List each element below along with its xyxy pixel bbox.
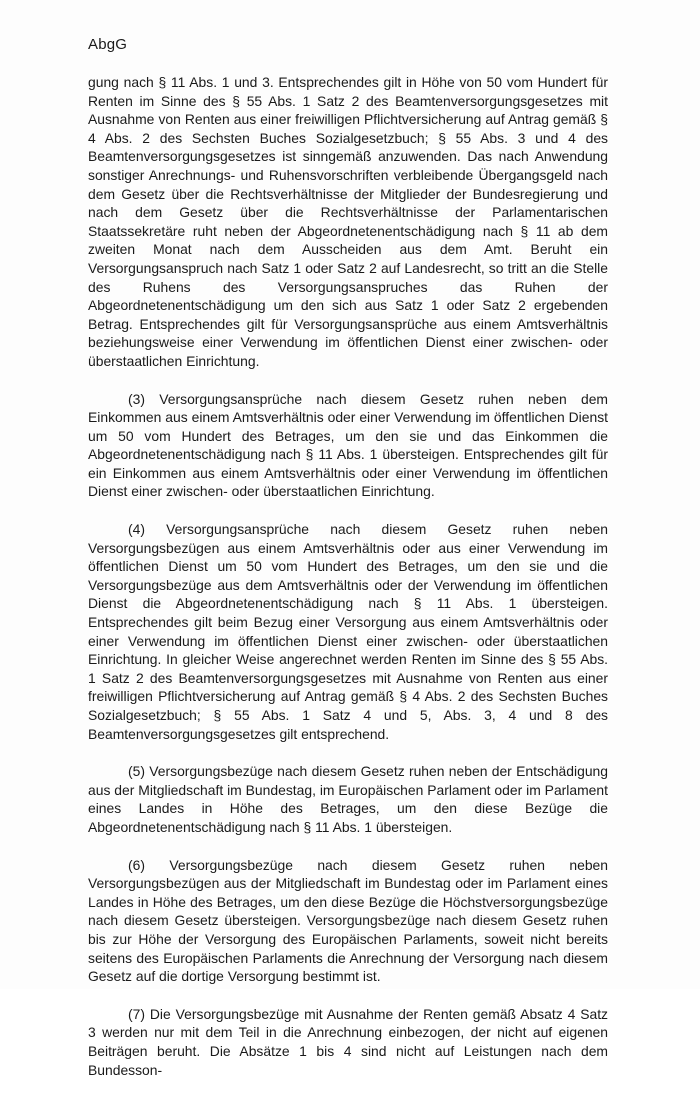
paragraph-5: (5) Versorgungsbezüge nach diesem Gesetz ruhen neben der Entschädigung aus der Mitgliedschaft im Bundestag, im Europäischen Parlament oder im Parlament eines Landes in Höhe des Betrages, um den diese Bezüge die Abgeordnetenentschädigung nach § 11 Abs. 1 übersteigen. (88, 763, 608, 835)
paragraph-6: (6) Versorgungsbezüge nach diesem Gesetz ruhen neben Versorgungsbezügen aus der Mitgliedschaft im Bundestag oder im Parlament eines Landes in Höhe des Betrages, um den diese Bezüge die Höchstversorgungsbezüge nach diesem Gesetz übersteigen. Versorgungsbezüge nach diesem Gesetz ruhen bis zur Höhe der Versorgung des Europäischen Parlaments, soweit nicht bereits seitens des Europäischen Parlaments die Anrechnung der Versorgung nach diesem Gesetz auf die dortige Versorgung bestimmt ist. (88, 856, 608, 985)
paragraph-4: (4) Versorgungsansprüche nach diesem Gesetz ruhen neben Versorgungsbezügen aus einem Amtsverhältnis oder aus einer Verwendung im öffentlichen Dienst um 50 vom Hundert des Betrages, um den sie und die Versorgungsbezüge aus dem Amtsverhältnis oder der Verwendung im öffentlichen Dienst die Abgeordnetenentschädigung nach § 11 Abs. 1 übersteigen. Entsprechendes gilt beim Bezug einer Versorgung aus einem Amtsverhältnis oder einer Verwendung im öffentlichen Dienst einer zwischen- oder überstaatlichen Einrichtung. In gleicher Weise angerechnet werden Renten im Sinne des § 55 Abs. 1 Satz 2 des Beamtenversorgungsgesetzes mit Ausnahme von Renten aus einer freiwilligen Pflichtversicherung auf Antrag gemäß § 4 Abs. 2 des Sechsten Buches Sozialgesetzbuch; § 55 Abs. 1 Satz 4 und 5, Abs. 3, 4 und 8 des Beamtenversorgungsgesetzes gilt entsprechend. (88, 521, 608, 742)
document-body (88, 73, 608, 1098)
paragraph-7: (7) Die Versorgungsbezüge mit Ausnahme der Renten gemäß Absatz 4 Satz 3 werden nur mit dem Teil in die Anrechnung einbezogen, der nicht auf eigenen Beiträgen beruht. Die Absätze 1 bis 4 sind nicht auf Leistungen nach dem Bundesson- (88, 1005, 608, 1078)
paragraph-continuation: gung nach § 11 Abs. 1 und 3. Entsprechendes gilt in Höhe von 50 vom Hundert für Renten im Sinne des § 55 Abs. 1 Satz 2 des Beamtenversorgungsgesetzes mit Ausnahme von Renten aus einer freiwilligen Pflichtversicherung auf Antrag gemäß § 4 Abs. 2 des Sechsten Buches Sozialgesetzbuch; § 55 Abs. 3 und 4 des Beamtenversorgungsgesetzes ist sinngemäß anzuwenden. Das nach Anwendung sonstiger Anrechnungs- und Ruhensvorschriften verbleibende Übergangsgeld nach dem Gesetz über die Rechtsverhältnisse der Mitglieder der Bundesregierung und nach dem Gesetz über die Rechtsverhältnisse der Parlamentarischen Staatssekretäre ruht neben der Abgeordnetenentschädigung nach § 11 ab dem zweiten Monat nach dem Ausscheiden aus dem Amt. Beruht ein Versorgungsanspruch nach Satz 1 oder Satz 2 auf Landesrecht, so tritt an die Stelle des Ruhens des Versorgungsanspruches das Ruhen der Abgeordnetenentschädigung um den sich aus Satz 1 oder Satz 2 ergebenden Betrag. Entsprechendes gilt für Versorgungsansprüche aus einem Amtsverhältnis beziehungsweise einer Verwendung im öffentlichen Dienst einer zwischen- oder überstaatlichen Einrichtung. (88, 74, 608, 369)
paragraph-3: (3) Versorgungsansprüche nach diesem Gesetz ruhen neben dem Einkommen aus einem Amtsverhältnis oder einer Verwendung im öffentlichen Dienst um 50 vom Hundert des Betrages, um den sie und das Einkommen die Abgeordnetenentschädigung nach § 11 Abs. 1 übersteigen. Entsprechendes gilt für ein Einkommen aus einem Amtsverhältnis oder einer Verwendung im öffentlichen Dienst einer zwischen- oder überstaatlichen Einrichtung. (88, 390, 608, 500)
page-header: AbgG (88, 36, 128, 53)
